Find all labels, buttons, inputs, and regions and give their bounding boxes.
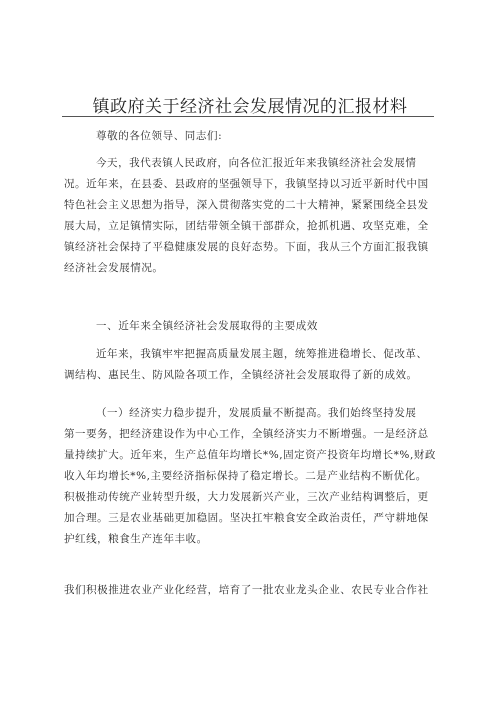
paragraph-line: 经济社会发展情况。	[64, 262, 164, 274]
paragraph-intro	[64, 153, 436, 279]
paragraph-line: 第一要务，把经济建设作为中心工作，全镇经济实力不断增强。一是经济总	[64, 428, 429, 440]
paragraph-economy	[64, 403, 436, 550]
paragraph-achievements	[64, 344, 436, 386]
paragraph-line: （一）经济实力稳步提升，发展质量不断提高。我们始终坚持发展	[96, 407, 417, 419]
paragraph-line: 我们积极推进农业产业化经营，培育了一批农业龙头企业、农民专业合作社	[64, 584, 429, 596]
paragraph-line: 展大局，立足镇情实际，团结带领全镇干部群众，抢抓机遇、攻坚克难，全	[64, 220, 429, 232]
paragraph-line: 近年来，我镇牢牢把握高质量发展主题，统筹推进稳增长、促改革、	[96, 348, 428, 360]
title-underline	[62, 116, 434, 117]
paragraph-line: 积极推动传统产业转型升级，大力发展新兴产业，三次产业结构调整后，更	[64, 491, 429, 503]
paragraph-line: 调结构、惠民生、防风险各项工作，全镇经济社会发展取得了新的成效。	[64, 369, 418, 381]
paragraph-line: 特色社会主义思想为指导，深入贯彻落实党的二十大精神，紧紧围绕全县发	[64, 199, 429, 211]
paragraph-line: 量持续扩大。近年来，生产总值年均增长*%,固定资产投资年均增长*%,财政	[64, 449, 436, 461]
paragraph-line: 护红线，粮食生产连年丰收。	[64, 533, 208, 545]
paragraph-line: 收入年均增长*%,主要经济指标保持了稳定增长。二是产业结构不断优化。	[64, 470, 427, 482]
paragraph-line: 加合理。三是农业基础更加稳固。坚决扛牢粮食安全政治责任，严守耕地保	[64, 512, 429, 524]
paragraph-line: 镇经济社会保持了平稳健康发展的良好态势。下面，我从三个方面汇报我镇	[64, 241, 429, 253]
paragraph-line: 今天，我代表镇人民政府，向各位汇报近年来我镇经济社会发展情	[96, 157, 417, 169]
section-heading: 一、近年来全镇经济社会发展取得的主要成效	[96, 320, 318, 332]
paragraph-agriculture	[64, 580, 436, 601]
greeting-line: 尊敬的各位领导、同志们:	[96, 130, 223, 142]
document-title: 镇政府关于经济社会发展情况的汇报材料	[92, 97, 408, 117]
paragraph-line: 况。近年来，在县委、县政府的坚强领导下，我镇坚持以习近平新时代中国	[64, 178, 429, 190]
